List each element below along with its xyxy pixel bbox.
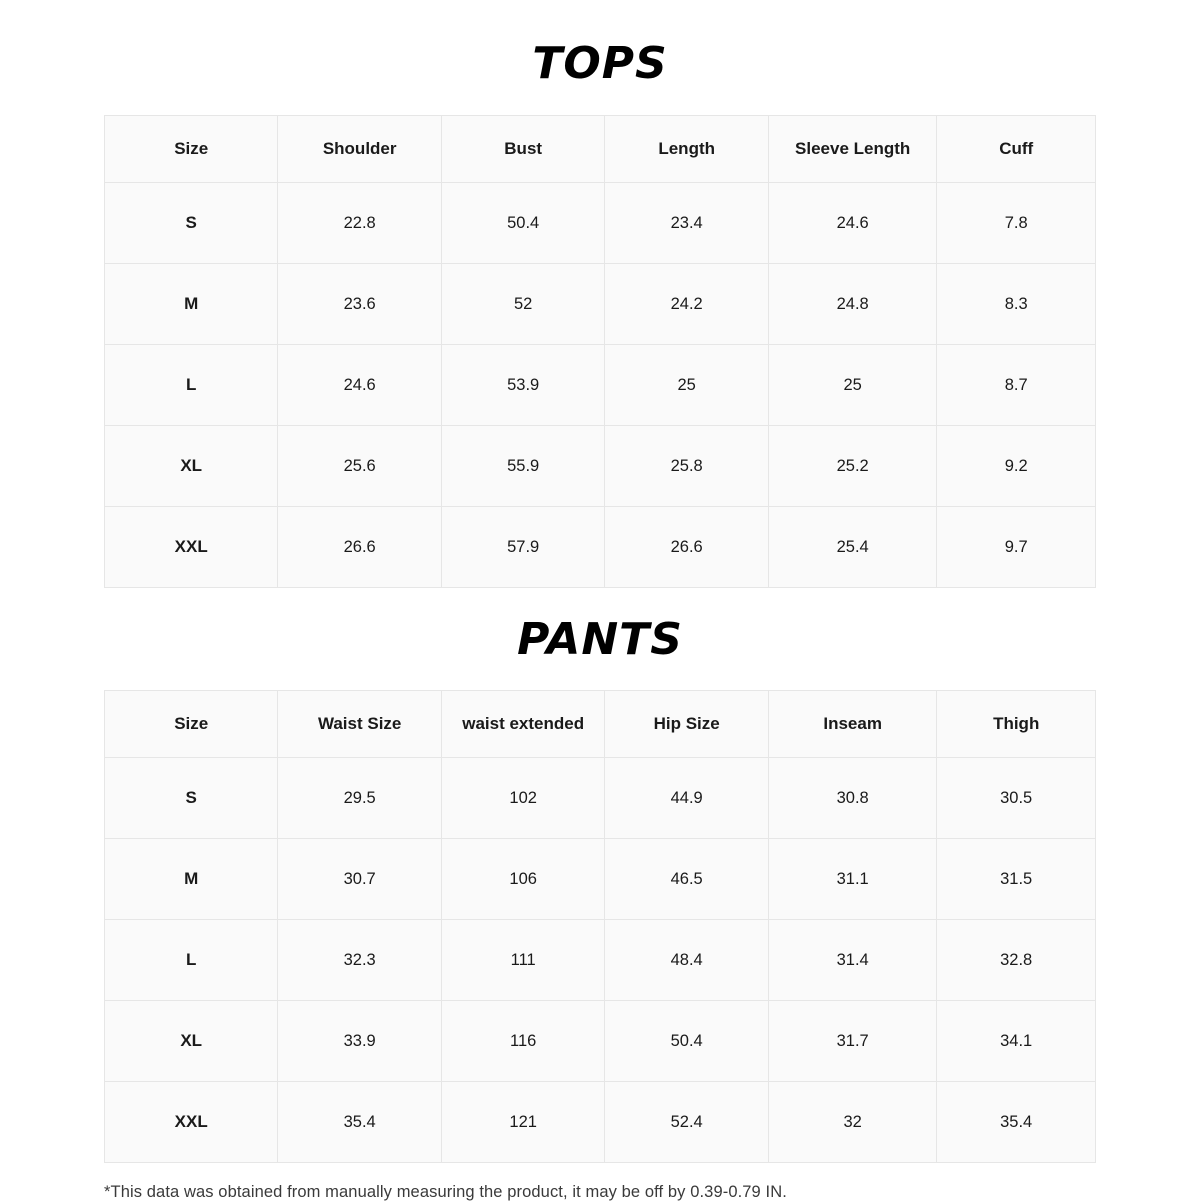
size-label: S: [105, 758, 278, 839]
table-cell: 31.5: [937, 839, 1096, 920]
table-cell: 25.6: [278, 426, 442, 507]
column-header: Inseam: [768, 691, 936, 758]
table-cell: 32.3: [278, 920, 442, 1001]
column-header: Waist Size: [278, 691, 442, 758]
column-header: Shoulder: [278, 116, 442, 183]
table-cell: 25.8: [605, 426, 769, 507]
table-cell: 24.6: [768, 183, 936, 264]
table-cell: 22.8: [278, 183, 442, 264]
size-label: XXL: [105, 507, 278, 588]
size-label: L: [105, 920, 278, 1001]
column-header: waist extended: [441, 691, 605, 758]
size-label: S: [105, 183, 278, 264]
tops-section-title: TOPS: [532, 38, 668, 89]
table-cell: 102: [441, 758, 605, 839]
table-cell: 24.8: [768, 264, 936, 345]
table-row: [105, 183, 1096, 264]
table-cell: 26.6: [278, 507, 442, 588]
table-cell: 52: [441, 264, 605, 345]
table-cell: 121: [441, 1082, 605, 1163]
table-cell: 52.4: [605, 1082, 769, 1163]
table-cell: 30.8: [768, 758, 936, 839]
table-row: [105, 758, 1096, 839]
table-row: [105, 839, 1096, 920]
table-row: [105, 507, 1096, 588]
table-cell: 57.9: [441, 507, 605, 588]
table-row: [105, 264, 1096, 345]
column-header: Thigh: [937, 691, 1096, 758]
table-row: [105, 426, 1096, 507]
table-cell: 50.4: [605, 1001, 769, 1082]
table-row: [105, 345, 1096, 426]
table-cell: 25.4: [768, 507, 936, 588]
table-cell: 30.7: [278, 839, 442, 920]
table-cell: 30.5: [937, 758, 1096, 839]
table-cell: 44.9: [605, 758, 769, 839]
size-label: M: [105, 839, 278, 920]
table-cell: 9.2: [937, 426, 1096, 507]
table-cell: 8.7: [937, 345, 1096, 426]
table-cell: 29.5: [278, 758, 442, 839]
size-label: XL: [105, 1001, 278, 1082]
column-header: Bust: [441, 116, 605, 183]
table-cell: 23.4: [605, 183, 769, 264]
table-cell: 33.9: [278, 1001, 442, 1082]
table-cell: 48.4: [605, 920, 769, 1001]
column-header: Size: [105, 116, 278, 183]
table-cell: 25: [768, 345, 936, 426]
table-cell: 7.8: [937, 183, 1096, 264]
table-cell: 23.6: [278, 264, 442, 345]
size-label: M: [105, 264, 278, 345]
table-cell: 46.5: [605, 839, 769, 920]
table-cell: 55.9: [441, 426, 605, 507]
table-cell: 35.4: [278, 1082, 442, 1163]
table-row: [105, 920, 1096, 1001]
table-cell: 25: [605, 345, 769, 426]
table-cell: 111: [441, 920, 605, 1001]
measurement-disclaimer: *This data was obtained from manually measuring the product, it may be off by 0.39-0.79 IN.: [104, 1183, 787, 1201]
size-label: XXL: [105, 1082, 278, 1163]
tops-size-table: [104, 115, 1096, 588]
column-header: Sleeve Length: [768, 116, 936, 183]
table-cell: 53.9: [441, 345, 605, 426]
size-label: XL: [105, 426, 278, 507]
column-header: Size: [105, 691, 278, 758]
table-cell: 25.2: [768, 426, 936, 507]
table-cell: 106: [441, 839, 605, 920]
table-header-row: [105, 691, 1096, 758]
table-cell: 31.7: [768, 1001, 936, 1082]
table-cell: 31.4: [768, 920, 936, 1001]
table-cell: 8.3: [937, 264, 1096, 345]
table-cell: 34.1: [937, 1001, 1096, 1082]
table-cell: 26.6: [605, 507, 769, 588]
pants-size-table: [104, 690, 1096, 1163]
column-header: Length: [605, 116, 769, 183]
pants-section-title: PANTS: [517, 614, 683, 665]
table-cell: 24.2: [605, 264, 769, 345]
table-cell: 50.4: [441, 183, 605, 264]
column-header: Cuff: [937, 116, 1096, 183]
tops-table-container: [104, 115, 1096, 588]
pants-table-container: [104, 690, 1096, 1163]
table-cell: 32: [768, 1082, 936, 1163]
table-row: [105, 1082, 1096, 1163]
table-cell: 24.6: [278, 345, 442, 426]
table-header-row: [105, 116, 1096, 183]
size-label: L: [105, 345, 278, 426]
column-header: Hip Size: [605, 691, 769, 758]
table-cell: 35.4: [937, 1082, 1096, 1163]
table-cell: 31.1: [768, 839, 936, 920]
table-row: [105, 1001, 1096, 1082]
table-cell: 9.7: [937, 507, 1096, 588]
table-cell: 116: [441, 1001, 605, 1082]
table-cell: 32.8: [937, 920, 1096, 1001]
